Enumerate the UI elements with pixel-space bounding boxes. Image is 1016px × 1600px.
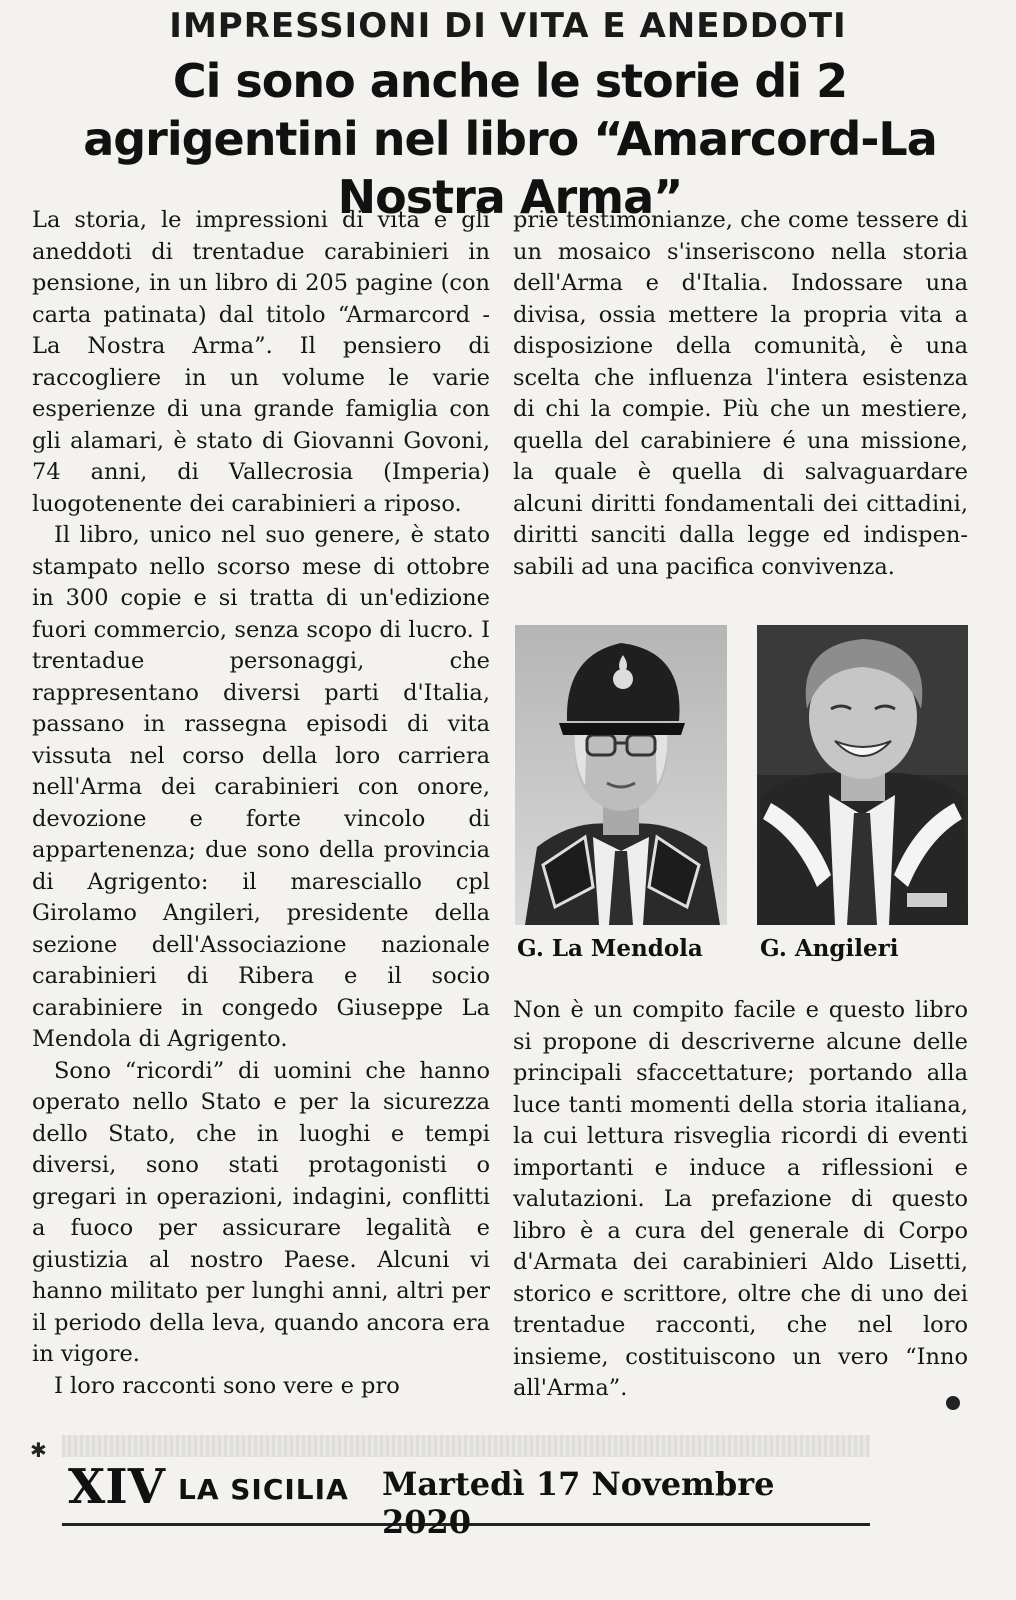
margin-mark: ✱ [30,1438,47,1462]
page-number: XIV [68,1459,165,1515]
issue-date: Martedì 17 Novembre 2020 [382,1465,775,1541]
paragraph: prie testimonianze, che come tessere di un mosaico s'inseriscono nella storia dell'Arma e d'Italia. Indossare una divisa, ossia mettere la propria vita a disposizione della comunità, è una scelta che influenza l'intera esistenza di chi la compie. Più che un mestiere, quella del carabiniere é una missione, la quale è quella di salvaguardare alcuni diritti fondamentali dei cittadini, diritti sanciti dalla legge ed indispensabili ad una pacifica convivenza. [513,207,968,580]
page-footer [62,1435,870,1541]
paragraph: Il libro, unico nel suo genere, è stato stampato nello scorso mese di ottobre in 300 copie e si tratta di un'edizione fuori commercio, senza scopo di lucro. I trentadue personaggi, che rappresentano diversi parti d'Italia, passano in rassegna episodi di vita vissuta nel corso della loro carriera nell'Arma dei carabinieri con onore, devozione e forte vincolo di appartenenza; due sono della provincia di Agrigento: il maresciallo cpl Girolamo Angileri, presidente della sezione dell'Associazione nazionale carabinieri di Ribera e il socio carabiniere in congedo Giuseppe La Mendola di Agrigento. [32,522,490,1052]
portrait-la-mendola-image [515,625,727,925]
footer-bleed-band [62,1435,870,1457]
paragraph: La storia, le impressioni di vita e gli aneddoti di trentadue carabinieri in pensione, in un libro di 205 pagine (con carta patinata) dal titolo “Armarcord - La Nostra Arma”. Il pensiero di raccogliere in un volume le varie esperienze di una grande famiglia con gli alamari, è stato di Giovanni Govoni, 74 anni, di Vallecrosia (Imperia) luogotenente dei carabinieri a riposo. [32,207,490,517]
photo-caption-la-mendola: G. La Mendola [517,935,703,962]
article-column-right-bottom [513,995,968,1405]
portrait-angileri-image [757,625,968,925]
paragraph: Sono “ricordi” di uomini che hanno operato nello Stato e per la sicurezza dello Stato, che in luoghi e tempi diversi, sono stati protagonisti o gregari in operazioni, indagini, conflitti a fuoco per assicurare legalità e giustizia al nostro Paese. Alcuni vi hanno militato per lunghi anni, altri per il periodo della leva, quando ancora era in vigore. [32,1057,490,1367]
article-headline: Ci sono anche le storie di 2 agrigentini nel libro “Amarcord-La Nostra Arma” [83,54,937,224]
article-end-mark [946,1396,960,1410]
portrait-photo-angileri [757,625,968,925]
portrait-photo-la-mendola [515,625,727,925]
newspaper-name: LA SICILIA [178,1473,349,1506]
photo-caption-angileri: G. Angileri [760,935,899,962]
paragraph: I loro racconti sono vere e pro [54,1372,400,1399]
article-column-right-top [513,205,968,583]
article-kicker: IMPRESSIONI DI VITA E ANEDDOTI [169,6,847,46]
article-column-left [32,205,490,1402]
paragraph: Non è un compito facile e questo libro si propone di descriverne alcune delle principali sfaccettature; portando alla luce tanti momenti della storia italiana, la cui lettura risveglia ricordi di eventi importanti e induce a riflessioni e valutazioni. La prefazione di questo libro è a cura del generale di Corpo d'Armata dei carabinieri Aldo Lisetti, storico e scrittore, oltre che di uno dei trentadue racconti, che nel loro insieme, costituiscono un vero “Inno all'Arma”. [513,997,968,1401]
